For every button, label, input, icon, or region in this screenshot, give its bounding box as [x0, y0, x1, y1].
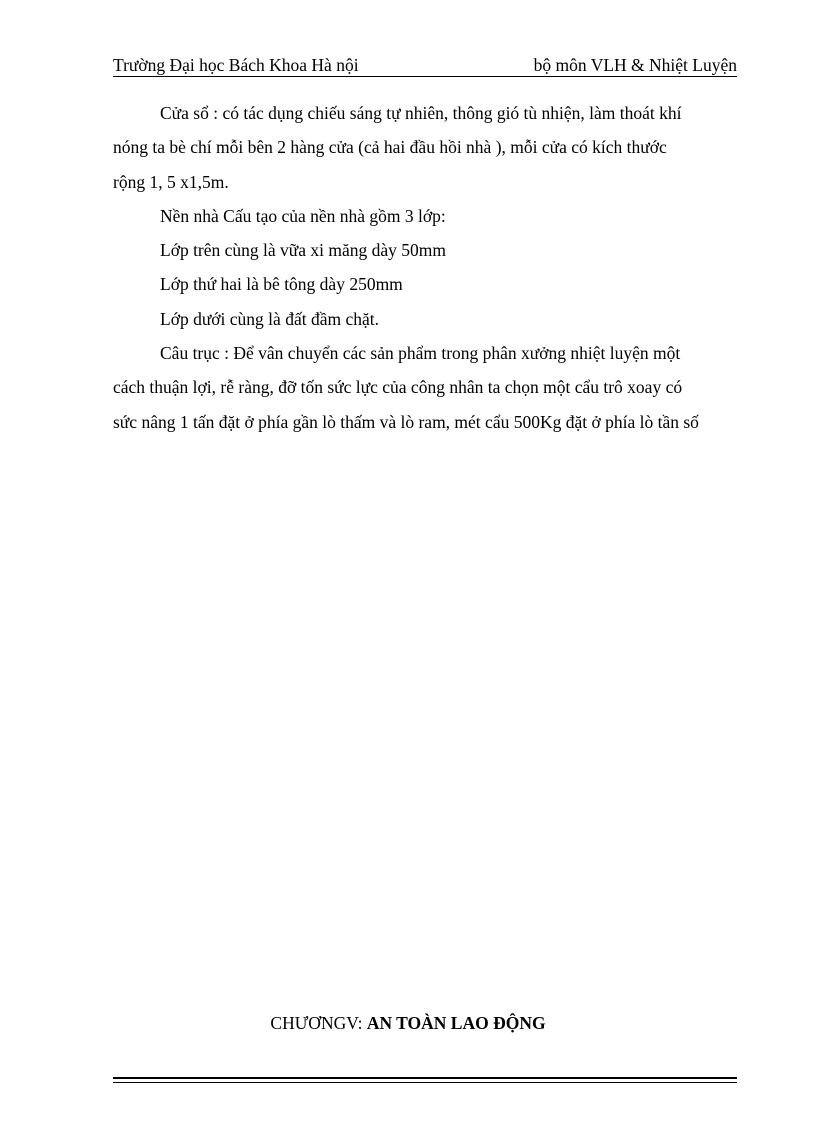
- paragraph-line: Câu trục : Để vân chuyển các sản phẩm trong phân xưởng nhiệt luyện một: [160, 343, 681, 364]
- header-divider: [113, 76, 737, 77]
- paragraph-line: Lớp dưới cùng là đất đầm chặt.: [160, 308, 379, 329]
- chapter-heading: [0, 1012, 816, 1034]
- document-body: [113, 96, 743, 439]
- footer-divider-thin: [113, 1082, 737, 1083]
- footer-divider-thick: [113, 1077, 737, 1079]
- paragraph-line: Lớp thứ hai là bê tông dày 250mm: [160, 274, 403, 295]
- header-department: bộ môn VLH & Nhiệt Luyện: [533, 55, 737, 75]
- header-institution: Trường Đại học Bách Khoa Hà nội: [113, 55, 359, 75]
- paragraph-line: Cửa sổ : có tác dụng chiếu sáng tự nhiên, thông gió tù nhiện, làm thoát khí: [160, 103, 682, 123]
- paragraph-line: cách thuận lợi, rễ ràng, đỡ tốn sức lực của công nhân ta chọn một cẩu trô xoay có: [113, 377, 683, 398]
- paragraph-line: sức nâng 1 tấn đặt ở phía gần lò thấm và lò ram, mét cẩu 500Kg đặt ở phía lò tần số: [113, 411, 699, 432]
- paragraph-line: Nền nhà Cấu tạo của nền nhà gồm 3 lớp:: [160, 205, 446, 226]
- paragraph-line: rộng 1, 5 x1,5m.: [113, 171, 229, 192]
- paragraph-line: Lớp trên cùng là vữa xi măng dày 50mm: [160, 240, 447, 261]
- chapter-title: AN TOÀN LAO ĐỘNG: [366, 1013, 546, 1033]
- chapter-prefix: CHƯƠNGV:: [270, 1013, 367, 1033]
- page-header: [113, 54, 737, 78]
- paragraph-line: nóng ta bè chí mỗi bên 2 hàng cửa (cả hai đầu hồi nhà ), mỗi cửa có kích thước: [113, 137, 667, 158]
